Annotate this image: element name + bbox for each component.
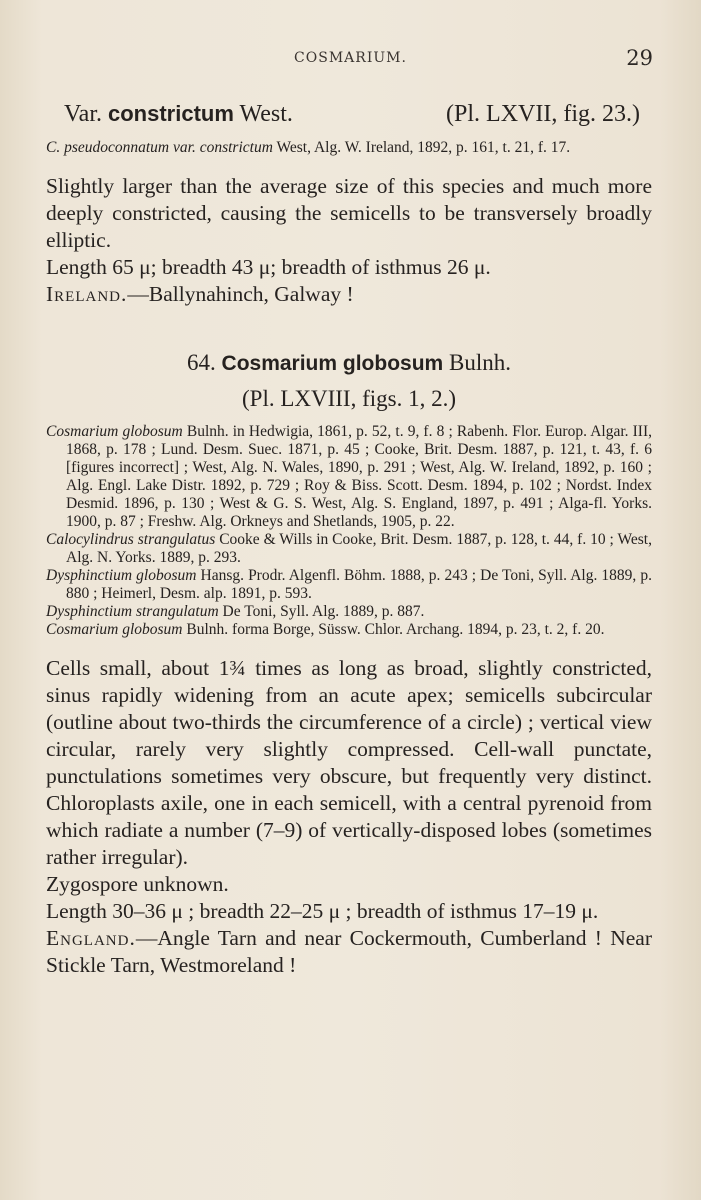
synonym-entry xyxy=(46,603,652,621)
synonym-taxon: Calocylindrus strangulatus xyxy=(46,531,216,548)
page-content xyxy=(46,95,652,979)
synonym-citation: Cooke & Wills in Cooke, Brit. Desm. 1887, p. 128, t. 44, f. 10 ; West, Alg. N. Yorks. 1889, p. 293. xyxy=(66,531,652,566)
page-header xyxy=(0,48,701,72)
variety-title xyxy=(64,95,293,133)
variety-synonymy xyxy=(46,139,652,157)
locality-region: England. xyxy=(46,926,136,950)
synonym-entry xyxy=(46,621,652,639)
variety-author: West. xyxy=(239,101,293,127)
running-head: COSMARIUM. xyxy=(294,50,407,66)
species-zygospore: Zygospore unknown. xyxy=(46,872,229,896)
variety-prefix: Var. xyxy=(64,101,102,127)
species-author: Bulnh. xyxy=(448,350,511,375)
synonym-taxon: C. pseudoconnatum var. constrictum xyxy=(46,139,273,156)
variety-description: Slightly larger than the average size of this species and much more deeply constricted, causing the semicells to be transversely broadly elliptic. xyxy=(46,174,652,252)
locality-text: —Ballynahinch, Galway ! xyxy=(127,282,354,306)
synonym-citation: De Toni, Syll. Alg. 1889, p. 887. xyxy=(218,603,425,620)
synonym-entry xyxy=(46,139,652,157)
synonym-citation: Bulnh. in Hedwigia, 1861, p. 52, t. 9, f. 8 ; Rabenh. Flor. Europ. Algar. III, 1868, p. 178 ; Lund. Desm. Suec. 1871, p. 45 ; Cooke, Brit. Desm. 1887, p. 121, t. 43, f. 6 [figures incorrect] ; West, Alg. N. Wales, 1890, p. 291 ; West, Alg. W. Ireland, 1892, p. 160 ; Alg. Engl. Lake Distr. 1892, p. 729 ; Roy & Biss. Scott. Desm. 1894, p. 102 ; Nordst. Index Desmid. 1896, p. 130 ; West & G. S. West, Alg. S. England, 1897, p. 491 ; Alga-fl. Yorks. 1900, p. 87 ; Freshw. Alg. Orkneys and Shetlands, 1905, p. 22. xyxy=(66,423,652,530)
variety-measurements: Length 65 μ; breadth 43 μ; breadth of isthmus 26 μ. xyxy=(46,255,491,279)
locality-region: Ireland. xyxy=(46,282,128,306)
variety-plate-ref: (Pl. LXVII, fig. 23.) xyxy=(446,101,640,127)
synonym-taxon: Dysphinctium globosum xyxy=(46,567,197,584)
variety-locality xyxy=(46,281,652,308)
synonym-entry xyxy=(46,531,652,567)
locality-text: —Angle Tarn and near Cockermouth, Cumberland ! Near Stickle Tarn, Westmoreland ! xyxy=(46,926,652,977)
species-plate-ref: (Pl. LXVIII, figs. 1, 2.) xyxy=(242,386,456,411)
synonym-taxon: Dysphinctium strangulatum xyxy=(46,603,219,620)
synonym-citation: Hansg. Prodr. Algenfl. Böhm. 1888, p. 243 ; De Toni, Syll. Alg. 1889, p. 880 ; Heimerl, Desm. alp. 1891, p. 593. xyxy=(66,567,652,602)
species-name: Cosmarium globosum xyxy=(221,352,444,375)
species-number: 64. xyxy=(187,350,216,375)
synonym-taxon: Cosmarium globosum xyxy=(46,621,183,638)
species-locality xyxy=(46,925,652,979)
species-synonymy xyxy=(46,423,652,639)
species-description: Cells small, about 1¾ times as long as broad, slightly constricted, sinus rapidly widening from an acute apex; semicells subcircular (outline about two-thirds the circumference of a circle) ; vertical view circular, rarely very slightly compressed. Cell-wall punctate, punctulations sometimes very obscure, but frequently very distinct. Chloroplasts axile, one in each semicell, with a central pyrenoid from which radiate a number (7–9) of vertically-disposed lobes (sometimes rather irregular). xyxy=(46,656,652,869)
synonym-taxon: Cosmarium globosum xyxy=(46,423,183,440)
species-heading xyxy=(46,348,652,379)
species-measurements: Length 30–36 μ ; breadth 22–25 μ ; breadth of isthmus 17–19 μ. xyxy=(46,899,599,923)
synonym-entry xyxy=(46,567,652,603)
synonym-entry xyxy=(46,423,652,531)
synonym-citation: West, Alg. W. Ireland, 1892, p. 161, t. 21, f. 17. xyxy=(272,139,571,156)
variety-heading xyxy=(64,95,652,133)
variety-name: constrictum xyxy=(108,101,234,126)
synonym-citation: Bulnh. forma Borge, Süssw. Chlor. Archang. 1894, p. 23, t. 2, f. 20. xyxy=(182,621,605,638)
page-number: 29 xyxy=(626,46,653,70)
